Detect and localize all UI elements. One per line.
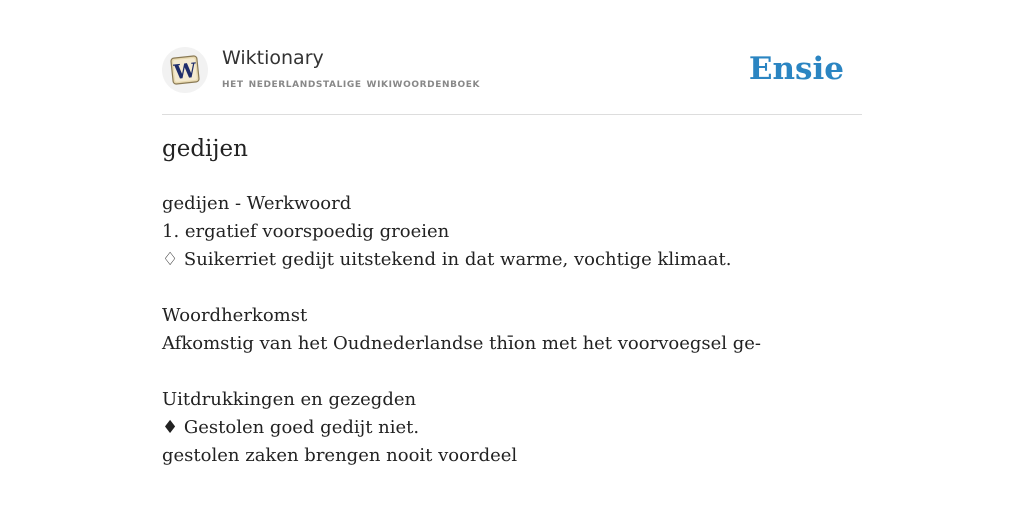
etymology-text: Afkomstig van het Oudnederlandse thīon met het voorvoegsel ge-	[162, 333, 762, 354]
logo-tile-graphic	[168, 53, 202, 87]
definition-line: 1. ergatief voorspoedig groeien	[162, 221, 450, 242]
logo-letter: W	[172, 57, 198, 85]
expression-line: ♦ Gestolen goed gedijt niet.	[162, 417, 420, 438]
wiktionary-logo-icon[interactable]	[162, 47, 208, 93]
entry-content	[162, 190, 862, 470]
spacer	[162, 274, 862, 302]
expression-meaning-line: gestolen zaken brengen nooit voordeel	[162, 445, 518, 466]
page-title: gedijen	[162, 136, 248, 162]
ensie-brand-link[interactable]: Ensie	[748, 51, 844, 87]
site-name[interactable]: Wiktionary	[222, 47, 324, 69]
site-header	[162, 44, 862, 115]
site-tagline: het nederlandstalige wikiwoordenboek	[222, 75, 481, 90]
expressions-heading: Uitdrukkingen en gezegden	[162, 389, 417, 410]
spacer	[162, 358, 862, 386]
example-line: ♢ Suikerriet gedijt uitstekend in dat warme, vochtige klimaat.	[162, 249, 732, 270]
headword-line: gedijen - Werkwoord	[162, 193, 352, 214]
etymology-heading: Woordherkomst	[162, 305, 308, 326]
